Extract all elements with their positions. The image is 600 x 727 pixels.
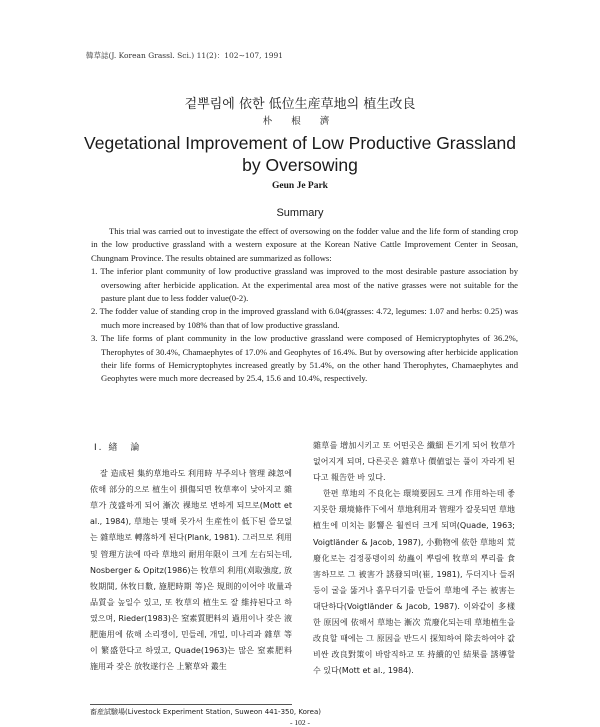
body-paragraph: 한편 草地의 不良化는 環境要因도 크게 作用하는데 좋지못한 環境條件下에서 草地利用과 管理가 잘못되면 草地植生에 미치는 影響은 훨씬더 크게 되며(Quade, 1963; Voigtländer & Jacob, 1987), 小動物에 依한 草地의 荒廢化로는 검정풍뎅이의 幼蟲이 뿌림에 牧草의 뿌리를 食害하므로 그 被害가 誘發되며(崔, 1981), 두더지나 들쥐 등이 굴을 뚫거나 흙무더기를 만들어 草地에 주는 被害는 대단하다(Voigtländer & Jacob, 1987). 이와같이 多樣한 原因에 依해서 草地는 漸次 荒廢化되는데 草地植生을 改良할 때에는 그 原因을 반드시 探知하여 除去하여야 값비싼 改良對策이 바람직하고 또 持續的인 結果를 誘導할 수 있다(Mott et al., 1984). (313, 489, 515, 676)
summary-intro: This trial was carried out to investigate the effect of oversowing on the fodder value and the life form of standing crop in the low productive grassland with a western exposure at the Korean Native Cattle Improvement Center in Seosan, Chungnam Province. The results obtained are summarized as follows: (91, 226, 518, 263)
right-column (313, 438, 515, 679)
english-author: Geun Je Park (272, 181, 328, 191)
summary-list (91, 265, 518, 386)
summary-block (91, 225, 518, 386)
summary-item: 3. The life forms of plant community in the low productive grassland were composed of Hemicryptophytes of 36.2%, Therophytes of 30.4%, Chamaephytes of 17.0% and Geophytes of 16.4%. But by oversowing after herbicide application their life forms of Hemicryptophytes increased greatly by 51.4%, on the other hand Therophytes, Chamaephytes and Geophytes were much more decreased by 25.4, 15.6 and 10.4%, respectively. (91, 333, 518, 384)
english-title-line-2: by Oversowing (242, 155, 358, 175)
korean-title: 겉뿌림에 依한 低位生産草地의 植生改良 (184, 97, 416, 112)
journal-citation: 韓草誌(J. Korean Grassl. Sci.) 11(2)：102∼107, 1991 (86, 51, 284, 60)
body-paragraph: 雜草를 增加시키고 또 어떤곳은 纖細 튼기게 되어 牧草가 없어지게 되며, 다른곳은 雜草나 價値없는 풀이 자라게 된다고 報告한 바 있다. (313, 441, 515, 483)
korean-author: 朴 根 濟 (262, 116, 338, 127)
body-paragraph: 잘 造成된 集約草地라도 利用時 부주의나 管理 疎忽에 依해 部分的으로 植生이 損傷되면 牧草率이 낮아지고 雜草가 茂盛하게 되어 漸次 裸地로 변하게 되므로(Mott et al., 1984), 草地는 몇해 못가서 生産性이 低下된 쓸모없는 雜草地로 轉落하게 된다(Plank, 1981). 그러므로 利用 및 管理方法에 따라 草地의 耐用年限이 크게 左右되는데, Nosberger & Opitz(1986)는 牧草의 利用(刈取強度, 放牧期間, 休牧日數, 施肥時期 等)은 規則的이어야 收量과 品質을 높일수 있고, 또 牧草의 植生도 잘 維持된다고 하였으며, Rieder(1983)은 窒素質肥料의 過用이나 잦은 液肥施用에 依해 소리쟁이, 민들레, 개밀, 미나리과 雜草 等이 繁盛한다고 하였고, Quade(1963)는 많은 窒素肥料 施用과 잦은 放牧遂行은 上繁草와 叢生 (90, 469, 292, 672)
english-title (0, 132, 600, 176)
left-column (90, 440, 292, 675)
page-number: - 102 - (290, 718, 310, 727)
footnote-rule (90, 704, 292, 705)
summary-heading: Summary (276, 207, 324, 219)
english-title-line-1: Vegetational Improvement of Low Productive Grassland (84, 133, 516, 153)
summary-item: 2. The fodder value of standing crop in the improved grassland with 6.04(grasses: 4.72, legumes: 1.07 and herbs: 0.25) was much more increased by 108% than that of low productive grassland. (91, 306, 518, 330)
affiliation-footnote: 畜産試驗場(Livestock Experiment Station, Suweon 441-350, Korea) (90, 708, 321, 716)
section-heading: Ⅰ. 緖 論 (94, 443, 142, 453)
summary-item: 1. The inferior plant community of low productive grassland was improved to the most desirable pasture association by oversowing after herbicide application. At the experimental area most of the native grasses were not suitable for the pasture plant due to less fodder value(0-2). (91, 266, 518, 304)
